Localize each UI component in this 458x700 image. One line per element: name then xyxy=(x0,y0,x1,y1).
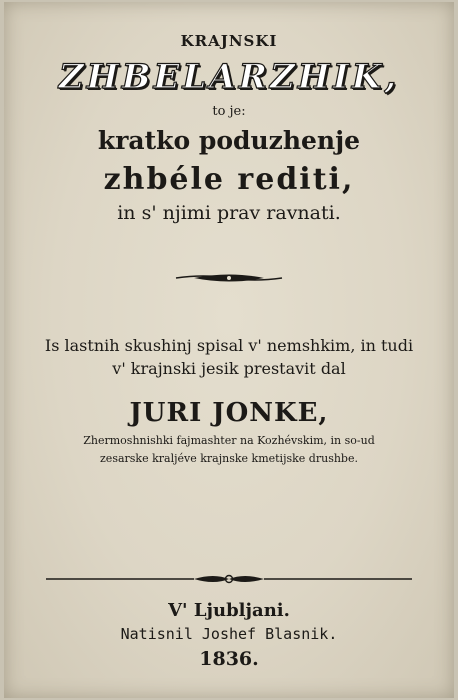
title-line-1: KRAJNSKI xyxy=(180,32,278,50)
description-line-1: Is lastnih skushinj spisal v' nemshkim, in tudi xyxy=(44,336,414,355)
description-line-2: v' krajnski jesik prestavit dal xyxy=(112,359,346,378)
main-title: ZHBELARZHIK, xyxy=(58,57,400,97)
ornament-divider-icon xyxy=(174,272,284,284)
subtitle-line-2: zhbéle rediti, xyxy=(103,162,355,197)
place-of-print: V' Ljubljani. xyxy=(168,600,290,621)
printer-line: Natisnil Joshef Blasnik. xyxy=(120,625,338,643)
author-title-line-2: zesarske kraljéve krajnske kmetijske drushbe. xyxy=(100,452,358,465)
author-name: JURI JONKE, xyxy=(129,398,329,428)
title-line-3: to je: xyxy=(212,104,246,119)
title-page xyxy=(4,2,454,698)
ornament-rule-icon xyxy=(44,572,414,586)
publication-year: 1836. xyxy=(199,648,259,670)
author-title-line-1: Zhermoshnishki fajmashter na Kozhévskim, in so-ud xyxy=(83,434,375,447)
subtitle-line-1: kratko poduzhenje xyxy=(97,126,361,155)
subtitle-line-3: in s' njimi prav ravnati. xyxy=(117,202,341,224)
